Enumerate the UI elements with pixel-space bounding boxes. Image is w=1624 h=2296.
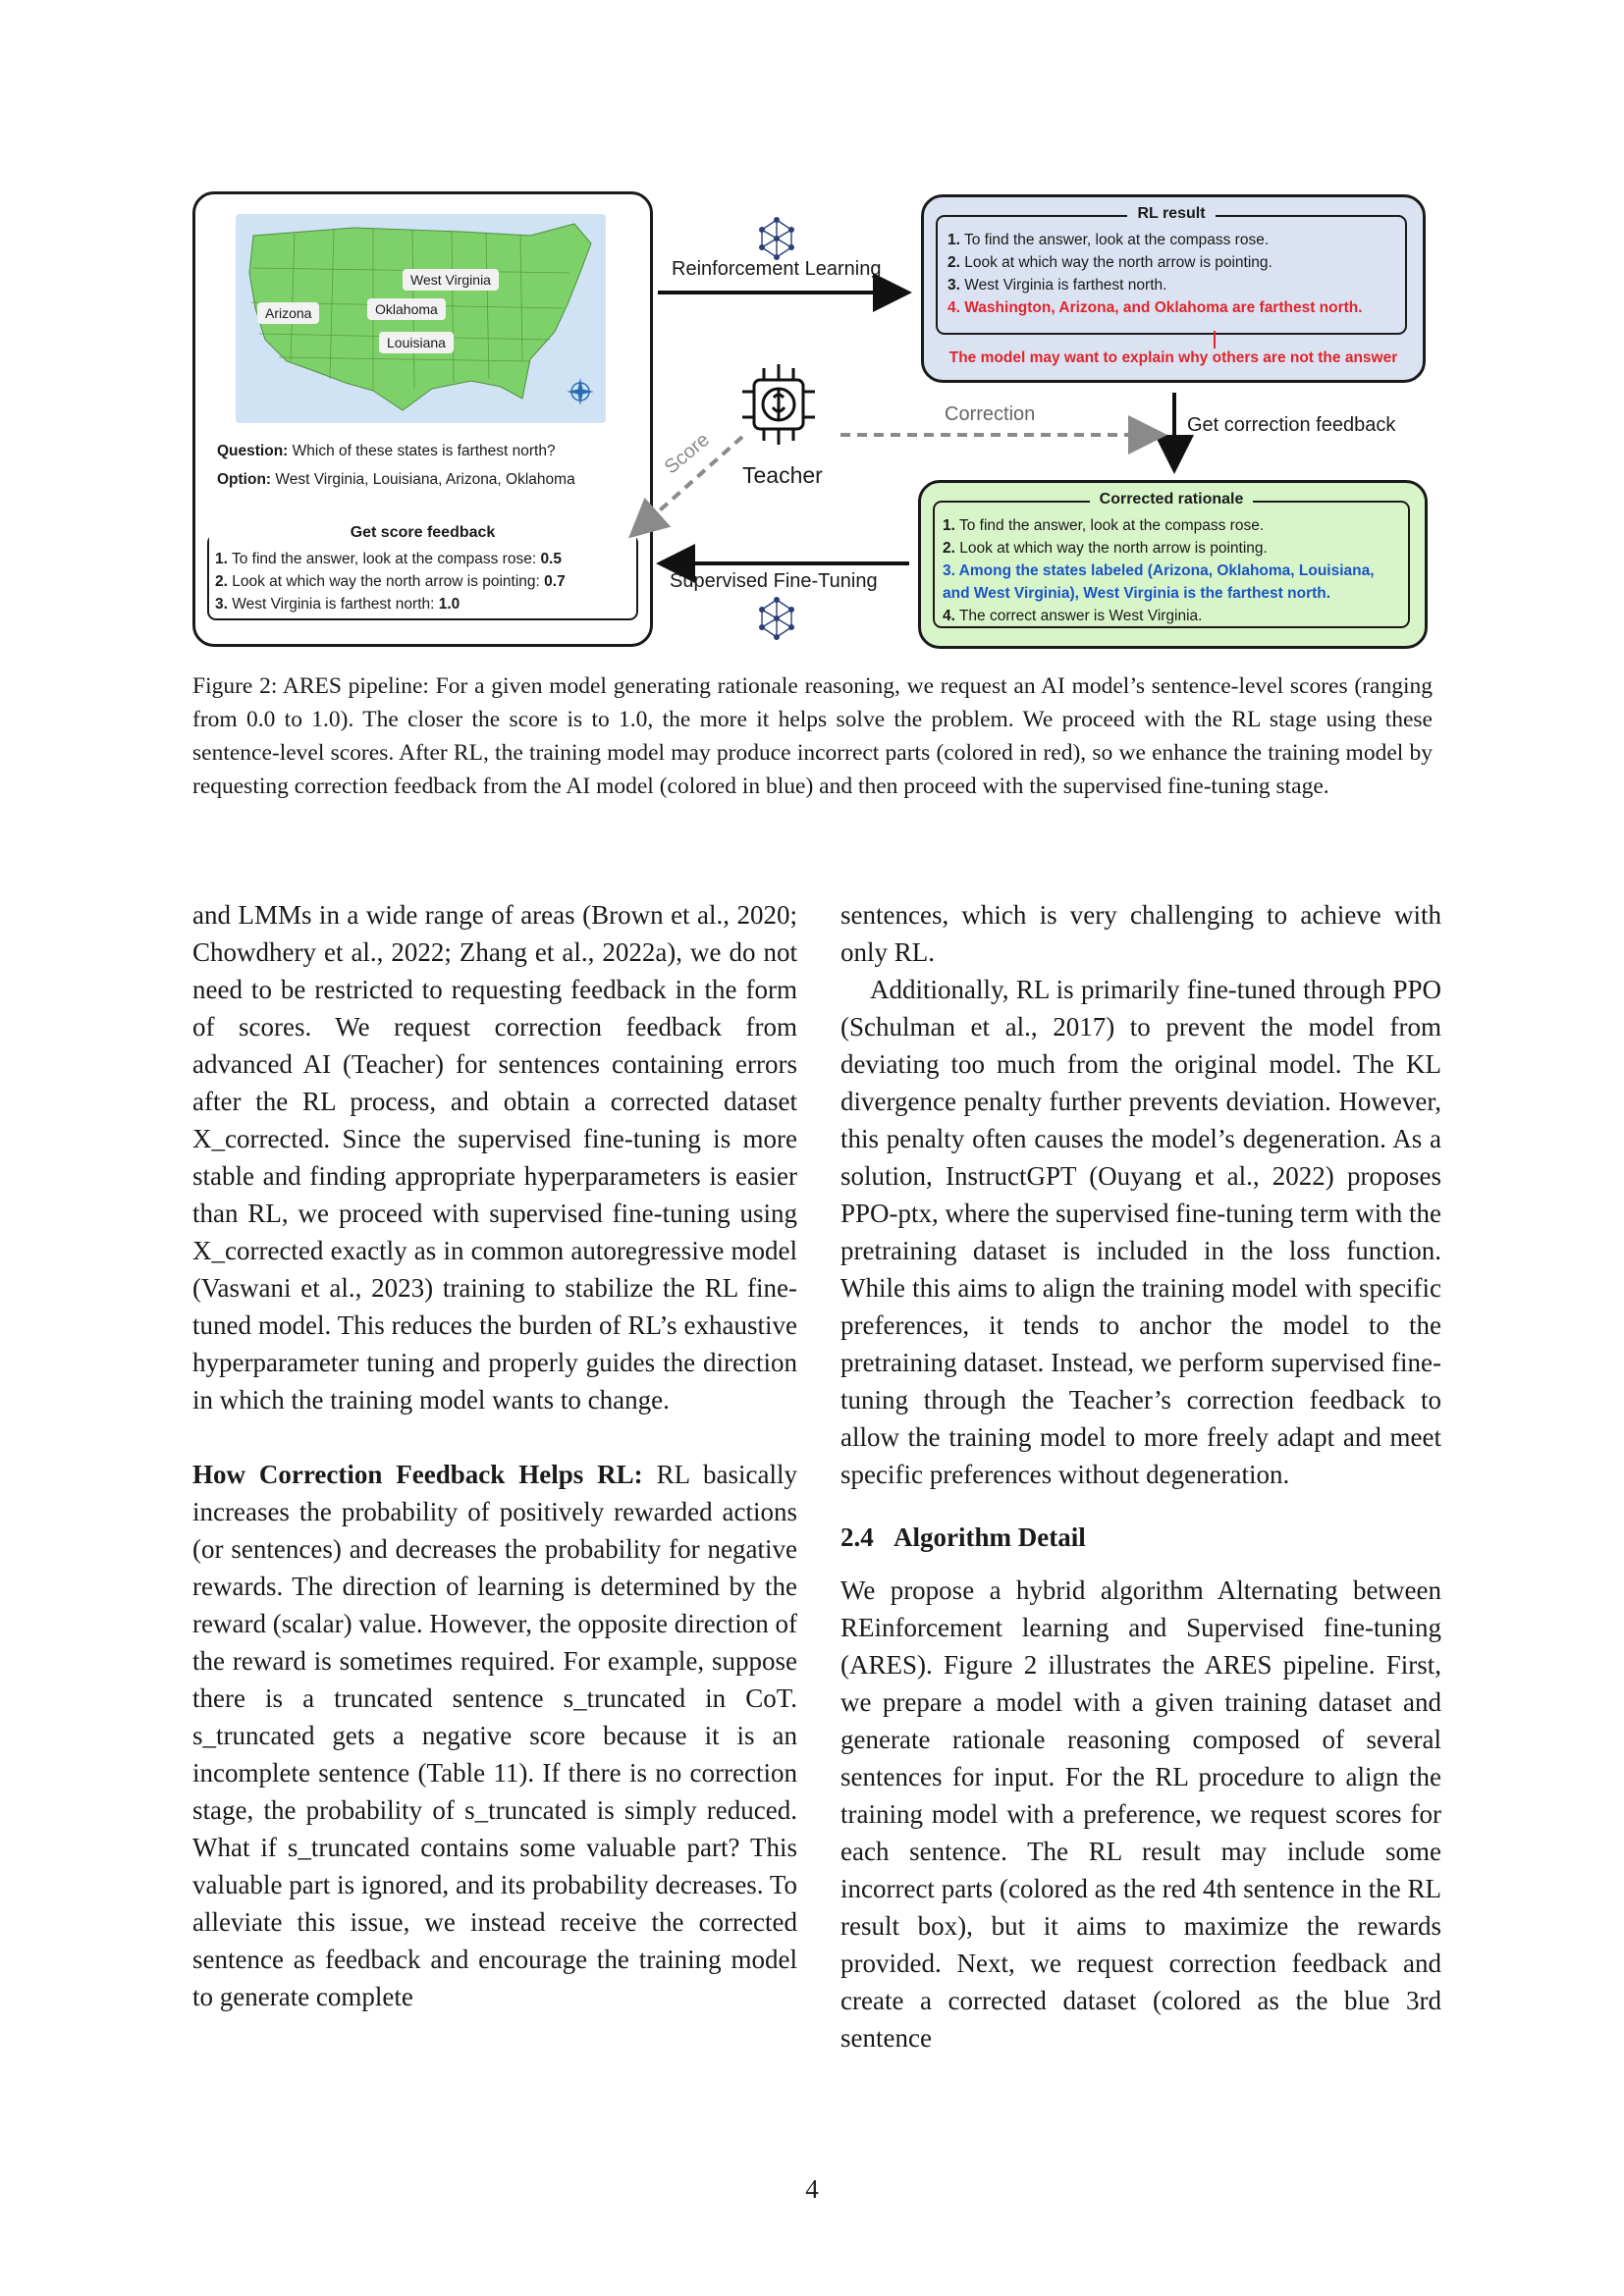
map-label-oklahoma: Oklahoma [367,298,446,320]
corrected-line: 4. The correct answer is West Virginia. [943,608,1203,624]
corrected-line: 1. To find the answer, look at the compass rose. [943,517,1265,534]
neural-network-icon [754,596,799,641]
paragraph-heading: How Correction Feedback Helps RL: [192,1460,643,1489]
corrected-line-fixed: and West Virginia), West Virginia is the farthest north. [943,585,1331,602]
teacher-label: Teacher [742,462,823,488]
corrected-line: 2. Look at which way the north arrow is pointing. [943,540,1268,557]
teacher-brain-chip-icon [734,360,823,449]
score-value: 1.0 [438,596,460,613]
rl-line-incorrect: 4. Washington, Arizona, and Oklahoma are farthest north. [947,299,1363,316]
map-label-louisiana: Louisiana [379,332,454,353]
option-text: West Virginia, Louisiana, Arizona, Oklahoma [271,471,575,488]
score-line: 2. Look at which way the north arrow is pointing: 0.7 [215,573,566,590]
score-line: 3. West Virginia is farthest north: 1.0 [215,596,460,613]
right-paragraph-3: We propose a hybrid algorithm Alternating between REinforcement learning and Supervised fine-tuning (ARES). Figure 2 illustrates the ARES pipeline. First, we prepare a model with a given training dataset and generate rationale reasoning composed of several sentences for input. For the RL procedure to align the training model with a preference, we request scores for each sentence. The RL result may include some incorrect parts (colored as the red 4th sentence in the RL result box), but it aims to maximize the rewards provided. Next, we request correction feedback and create a corrected dataset (colored as the blue 3rd sentence [840,1575,1441,2053]
section-number: 2.4 [840,1522,874,1552]
corrected-rationale-title: Corrected rationale [1090,491,1254,507]
right-paragraph-1: sentences, which is very challenging to achieve with only RL. [840,900,1441,967]
left-paragraph-2: How Correction Feedback Helps RL: RL basically increases the probability of positively rewarded actions (or sentences) and decreases the probability for negative rewards. The direction of learning is determined by the reward (scalar) value. However, the opposite direction of the reward is sometimes required. For example, suppose there is a truncated sentence s_truncated in CoT. s_truncated gets a negative score because it is an incomplete sentence (Table 11). If there is no correction stage, the probability of s_truncated is simply reduced. What if s_truncated contains some valuable part? This valuable part is ignored, and its probability decreases. To alleviate this issue, we instead receive the corrected sentence as feedback and encourage the training model to generate complete [192,1460,797,2011]
figure-2 [192,191,1432,653]
figure-caption: Figure 2: ARES pipeline: For a given model generating rationale reasoning, we request an AI model’s sentence-level scores (ranging from 0.0 to 1.0). The closer the score is to 1.0, the more it helps solve the problem. We proceed with the RL stage using these sentence-level scores. After RL, the training model may produce incorrect parts (colored in red), so we enhance the training model by requesting correction feedback from the AI model (colored in blue) and then proceed with the supervised fine-tuning stage. [192,673,1433,799]
map-label-arizona: Arizona [257,302,319,324]
rl-result-title: RL result [1127,205,1215,222]
neural-network-icon [754,216,799,261]
reinforcement-learning-label: Reinforcement Learning [672,258,882,280]
rl-line: 3. West Virginia is farthest north. [947,277,1167,294]
left-paragraph-1: and LMMs in a wide range of areas (Brown et al., 2020; Chowdhery et al., 2022; Zhang et al., 2022a), we do not need to be restricted to requesting feedback in the form of scores. We request correction feedback from advanced AI (Teacher) for sentences containing errors after the RL process, and obtain a corrected dataset X_corrected. Since the supervised fine-tuning is more stable and finding appropriate hyperparameters is easier than RL, we proceed with supervised fine-tuning using X_corrected exactly as in common autoregressive model (Vaswani et al., 2023) training to stabilize the RL fine-tuned model. This reduces the burden of RL’s exhaustive hyperparameter tuning and properly guides the direction in which the training model wants to change. [192,900,797,1415]
score-feedback-title: Get score feedback [341,524,506,541]
section-title: Algorithm Detail [893,1522,1086,1552]
get-correction-feedback-label: Get correction feedback [1187,414,1396,436]
corrected-line-fixed: 3. Among the states labeled (Arizona, Oklahoma, Louisiana, [943,562,1375,579]
score-value: 0.5 [540,551,562,567]
rl-line: 1. To find the answer, look at the compass rose. [947,232,1270,248]
correction-label: Correction [945,403,1036,425]
supervised-fine-tuning-label: Supervised Fine-Tuning [670,570,878,592]
option-label: Option: [217,471,272,488]
page-number: 4 [805,2174,819,2204]
left-column [192,896,797,2015]
rl-line: 2. Look at which way the north arrow is pointing. [947,254,1272,271]
score-label: Score [660,428,714,479]
score-line: 1. To find the answer, look at the compass rose: 0.5 [215,551,562,567]
right-column [840,896,1441,2056]
question-label: Question: [217,443,289,459]
right-paragraph-2: Additionally, RL is primarily fine-tuned through PPO (Schulman et al., 2017) to prevent the model from deviating too much from the original model. The KL divergence penalty further prevents deviation. However, this penalty often causes the model’s degeneration. As a solution, InstructGPT (Ouyang et al., 2022) proposes PPO-ptx, where the supervised fine-tuning term with the pretraining dataset is included in the loss function. While this aims to align the training model with specific preferences, it tends to anchor the model to the pretraining dataset. Instead, we perform supervised fine-tuning through the Teacher’s correction feedback to allow the training model to more freely adapt and meet specific preferences without degeneration. [840,975,1441,1489]
score-value: 0.7 [544,573,566,590]
section-heading [840,1519,1441,1556]
rl-note: The model may want to explain why others are not the answer [948,349,1398,366]
question-text: Which of these states is farthest north? [288,443,556,459]
map-label-west-virginia: West Virginia [403,269,499,291]
